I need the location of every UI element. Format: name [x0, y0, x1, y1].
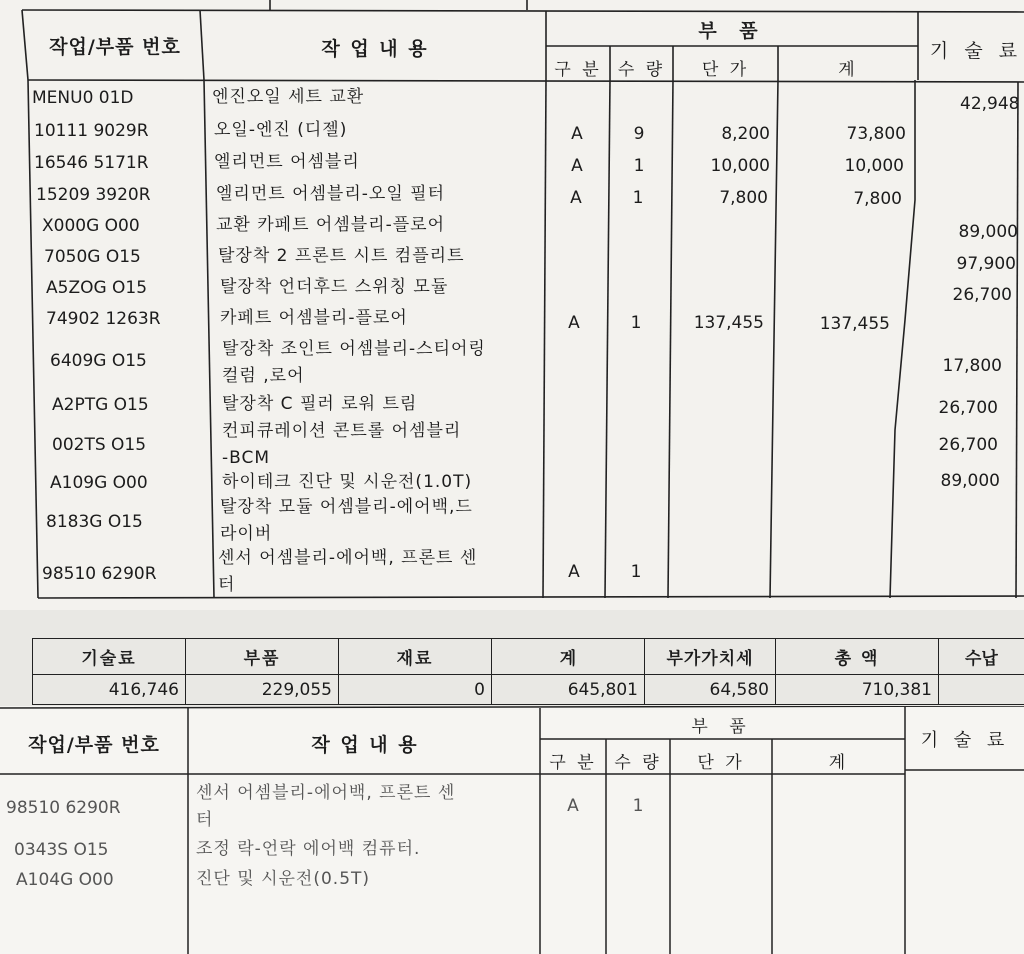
table-row-labor: 17,800 [942, 356, 1002, 376]
unit-price-column-header: 단 가 [701, 60, 750, 80]
table-row-labor: 89,000 [940, 471, 1000, 491]
table-row-total: 137,455 [819, 314, 890, 334]
table-row-code: 8183G O15 [46, 512, 143, 532]
table-row-description: 엔진오일 세트 교환 [212, 87, 365, 107]
table-row-qty: 1 [632, 796, 644, 816]
table-row-description: 탈장착 조인트 어셈블리-스티어링 컬럼 ,로어 [222, 339, 486, 386]
work-description-header: 작 업 내 용 [311, 734, 419, 756]
table-row-qty: 1 [633, 156, 645, 176]
table-row-code: X000G O00 [42, 216, 140, 236]
table-row-description: 하이테크 진단 및 시운전(1.0T) [222, 472, 473, 492]
table-row-type: A [571, 156, 583, 176]
table-row-type: A [568, 562, 580, 582]
summary-header-parts: 부품 [186, 639, 339, 675]
table-row-code: 0343S O15 [14, 840, 109, 860]
unit-price-column-header: 단 가 [697, 753, 745, 773]
table-row-description: 진단 및 시운전(0.5T) [196, 869, 371, 889]
table-row-description: 센서 어셈블리-에어백, 프론트 센 터 [218, 548, 478, 595]
summary-value-material: 0 [339, 675, 492, 705]
summary-value-total: 645,801 [492, 675, 645, 705]
table-row-description: 엘리먼트 어셈블리-오일 필터 [216, 184, 446, 204]
table-row-description: 교환 카페트 어셈블리-플로어 [216, 215, 446, 235]
table-row-qty: 9 [633, 124, 645, 144]
summary-value-grand-total: 710,381 [776, 675, 939, 705]
type-column-header: 구 분 [549, 753, 597, 773]
summary-header-total: 계 [492, 639, 645, 675]
labor-column-header: 기 술 료 [920, 730, 1010, 751]
table-row-labor: 26,700 [952, 285, 1012, 305]
table-row-type: A [567, 796, 579, 816]
table-row-code: A104G O00 [16, 870, 114, 890]
parts-group-header: 부 품 [698, 20, 766, 42]
labor-column-header: 기 술 료 [929, 40, 1023, 62]
table-row-description: 카페트 어셈블리-플로어 [220, 308, 408, 328]
summary-header-payment: 수납 [939, 639, 1024, 675]
total-column-header: 계 [828, 753, 849, 773]
table-row-description: 조정 락-언락 에어백 컴퓨터. [196, 839, 421, 859]
table-row-unit-price: 7,800 [719, 188, 768, 208]
table-row-code: MENU0 01D [32, 88, 134, 108]
total-column-header: 계 [838, 60, 858, 80]
table-row-type: A [571, 124, 583, 144]
table-row-type: A [570, 188, 582, 208]
table-row-labor: 89,000 [958, 222, 1018, 242]
summary-value-labor: 416,746 [33, 675, 186, 705]
table-row-description: 탈장착 2 프론트 시트 컴플리트 [218, 246, 465, 266]
table-row-code: 98510 6290R [42, 564, 157, 584]
table-row-code: 16546 5171R [34, 153, 149, 173]
table-row-code: A109G O00 [50, 473, 148, 493]
code-column-header: 작업/부품 번호 [49, 36, 181, 58]
summary-header-labor: 기술료 [33, 639, 186, 675]
table-row-unit-price: 10,000 [710, 156, 770, 176]
table-row-code: A5ZOG O15 [46, 278, 148, 298]
table-row-labor: 26,700 [938, 435, 998, 455]
table-row-qty: 1 [630, 562, 642, 582]
table-row-labor: 26,700 [938, 398, 998, 418]
table-row-type: A [568, 313, 580, 333]
table-row-code: 7050G O15 [44, 247, 141, 267]
type-column-header: 구 분 [554, 60, 602, 80]
table-row-unit-price: 8,200 [721, 124, 770, 144]
summary-header-material: 재료 [339, 639, 492, 675]
table-row-code: A2PTG O15 [52, 395, 149, 415]
table-row-description: 오일-엔진 (디젤) [214, 120, 348, 140]
table-row-labor: 97,900 [956, 254, 1016, 274]
table-row-description: 탈장착 C 필러 로워 트림 [222, 394, 418, 414]
summary-header-vat: 부가가치세 [645, 639, 776, 675]
work-description-header: 작 업 내 용 [321, 38, 429, 60]
table-row-qty: 1 [630, 313, 642, 333]
parts-group-header: 부 품 [691, 717, 754, 737]
table-row-code: 74902 1263R [46, 309, 161, 329]
summary-value-parts: 229,055 [186, 675, 339, 705]
table-row-description: 탈장착 언더후드 스위칭 모듈 [220, 277, 449, 297]
table-row-description: 컨피큐레이션 콘트롤 어셈블리 -BCM [222, 421, 462, 468]
table-row-description: 탈장착 모듈 어셈블리-에어백,드 라이버 [220, 497, 473, 544]
table-row-code: 002TS O15 [52, 435, 147, 455]
code-column-header: 작업/부품 번호 [28, 734, 160, 756]
table-row-qty: 1 [632, 188, 644, 208]
table-row-description: 센서 어셈블리-에어백, 프론트 센 터 [196, 783, 456, 830]
quantity-column-header: 수 량 [617, 60, 666, 80]
table-row-total: 10,000 [844, 156, 904, 176]
table-row-labor: 42,948 [960, 94, 1020, 114]
table-row-total: 7,800 [853, 189, 902, 209]
table-row-code: 10111 9029R [34, 121, 149, 141]
table-row-code: 98510 6290R [6, 798, 121, 818]
table-row-unit-price: 137,455 [693, 313, 764, 333]
summary-table [32, 638, 1024, 705]
table-row-code: 15209 3920R [36, 185, 151, 205]
summary-value-payment [939, 675, 1024, 705]
table-row-description: 엘리먼트 어셈블리 [214, 152, 360, 172]
table-row-code: 6409G O15 [50, 351, 147, 371]
summary-header-grand-total: 총 액 [776, 639, 939, 675]
invoice-sheet-bottom [0, 706, 1024, 954]
table-row-total: 73,800 [846, 124, 906, 144]
summary-value-vat: 64,580 [645, 675, 776, 705]
quantity-column-header: 수 량 [614, 753, 662, 773]
